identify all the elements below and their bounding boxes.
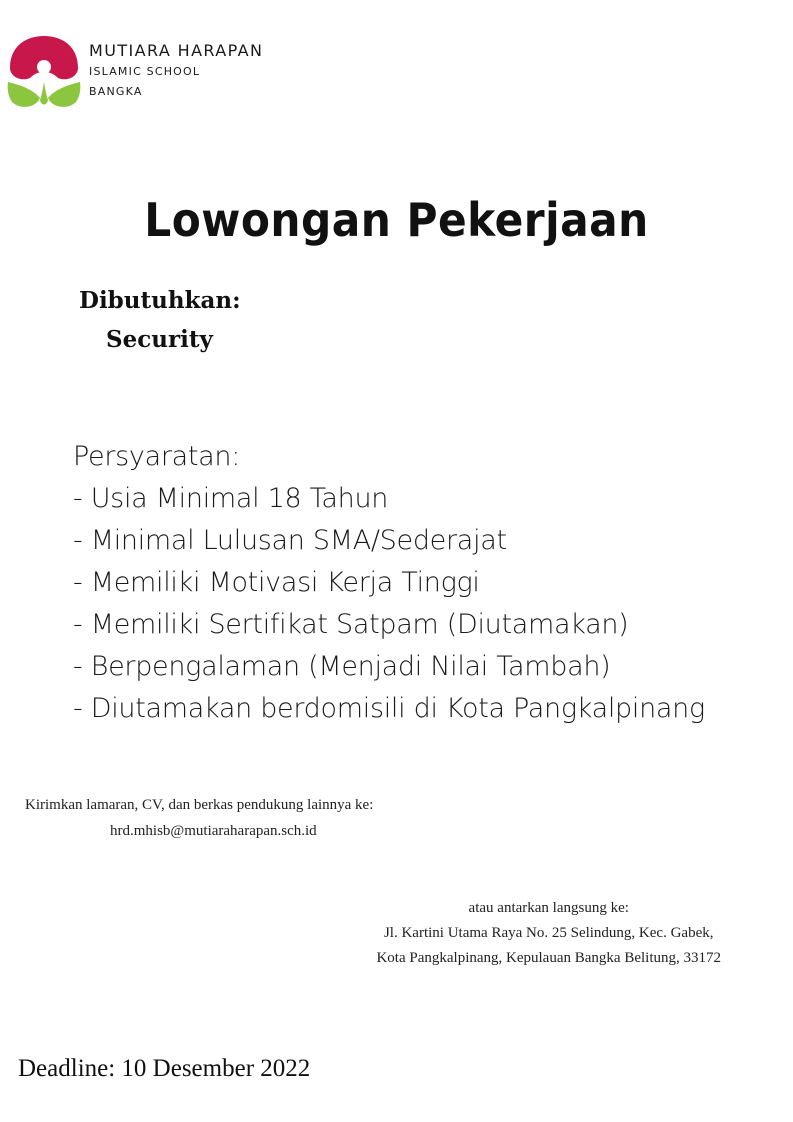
school-name: MUTIARA HARAPAN (89, 41, 264, 60)
requirement-item: - Berpengalaman (Menjadi Nilai Tambah) (73, 651, 611, 682)
requirements-heading: Persyaratan: (73, 441, 241, 472)
needed-position: Security (106, 326, 213, 353)
address-line-1: Jl. Kartini Utama Raya No. 25 Selindung, Kec. Gabek, (383, 925, 714, 941)
requirement-item: - Usia Minimal 18 Tahun (73, 483, 389, 514)
school-type: ISLAMIC SCHOOL (89, 65, 201, 78)
email-address: hrd.mhisb@mutiaraharapan.sch.id (110, 823, 317, 839)
requirement-item: - Memiliki Sertifikat Satpam (Diutamakan) (73, 609, 629, 640)
page-title: Lowongan Pekerjaan (144, 193, 649, 247)
needed-label: Dibutuhkan: (79, 287, 241, 314)
school-location: BANGKA (89, 85, 143, 98)
requirement-item: - Minimal Lulusan SMA/Sederajat (73, 525, 507, 556)
deadline: Deadline: 10 Desember 2022 (18, 1055, 311, 1082)
flower-pearl-logo-icon (6, 34, 82, 112)
requirement-item: - Memiliki Motivasi Kerja Tinggi (73, 567, 480, 598)
delivery-address (376, 896, 721, 971)
address-line-2: Kota Pangkalpinang, Kepulauan Bangka Belitung, 33172 (376, 950, 721, 966)
send-instructions: Kirimkan lamaran, CV, dan berkas pendukung lainnya ke: (25, 797, 374, 813)
requirements-list (73, 436, 773, 730)
delivery-instructions: atau antarkan langsung ke: (468, 900, 629, 916)
requirement-item: - Diutamakan berdomisili di Kota Pangkalpinang (73, 693, 705, 724)
school-brand (89, 40, 263, 102)
